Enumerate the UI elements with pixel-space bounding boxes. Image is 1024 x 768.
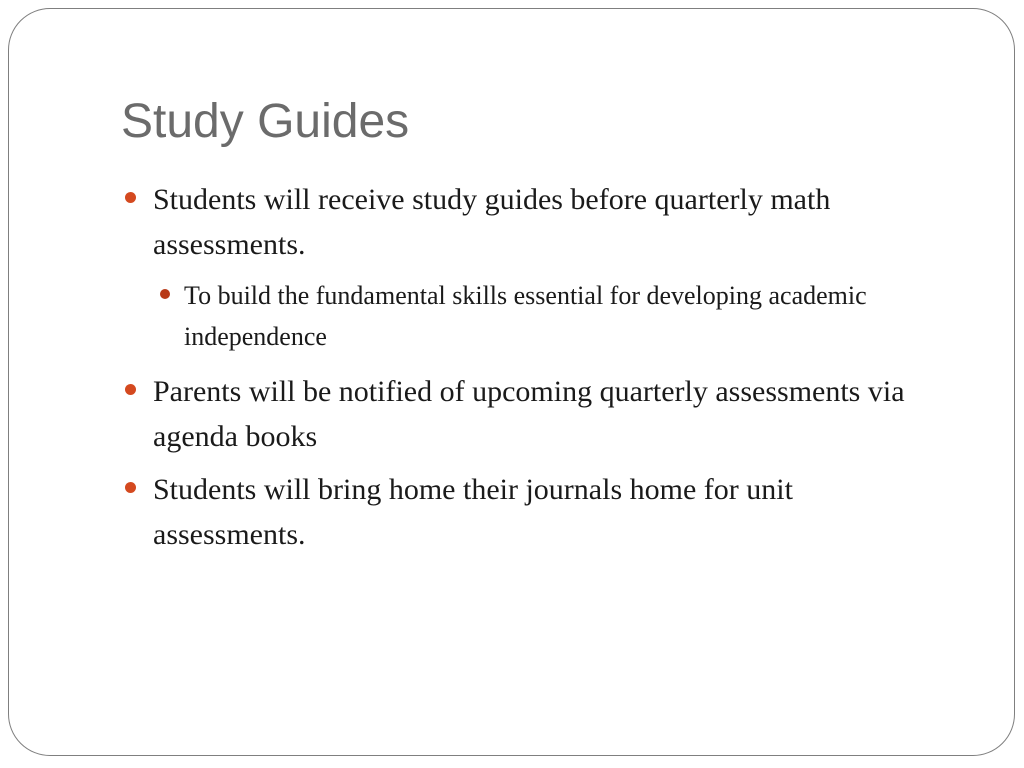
- slide-frame: [8, 8, 1015, 756]
- sub-bullet-text: To build the fundamental skills essential for developing academic independence: [184, 281, 867, 351]
- bullet-text: Parents will be notified of upcoming quarterly assessments via agenda books: [153, 375, 905, 453]
- bullet-item: [121, 177, 941, 267]
- bullet-item: [121, 467, 941, 557]
- bullet-dot-icon: [125, 482, 136, 493]
- bullet-dot-icon: [125, 192, 136, 203]
- bullet-text: Students will bring home their journals home for unit assessments.: [153, 473, 793, 551]
- bullet-dot-icon: [125, 384, 136, 395]
- bullet-dot-icon: [160, 289, 170, 299]
- bullet-text: Students will receive study guides before quarterly math assessments.: [153, 183, 831, 261]
- bullet-item: [121, 369, 941, 459]
- bullet-list: [121, 177, 941, 565]
- sub-bullet-item: [121, 275, 941, 357]
- slide-title: Study Guides: [121, 95, 410, 148]
